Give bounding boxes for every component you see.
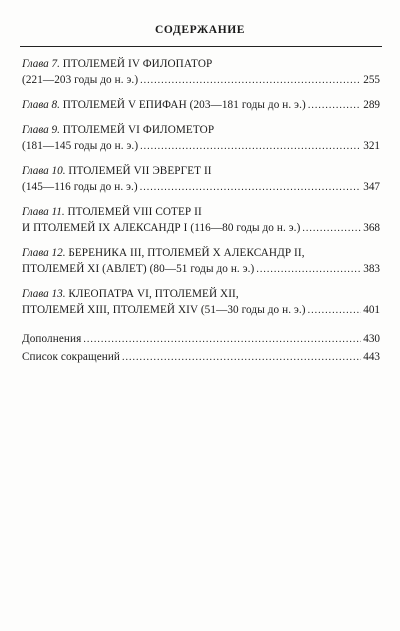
toc-line	[22, 204, 380, 220]
toc-line	[22, 220, 380, 237]
page-title: СОДЕРЖАНИЕ	[154, 24, 246, 36]
chapter-label: Глава 7.	[22, 58, 60, 70]
page-number: 368	[363, 222, 380, 234]
toc-entry-chapter-13[interactable]	[22, 286, 380, 319]
toc-entry-chapter-7[interactable]	[22, 56, 380, 89]
chapter-label: Глава 13.	[22, 288, 66, 300]
toc-line	[22, 97, 380, 114]
toc-line	[22, 261, 380, 278]
appendix-title: Дополнения	[22, 333, 82, 345]
chapter-title: БЕРЕНИКА III, ПТОЛЕМЕЙ X АЛЕКСАНДР II,	[68, 247, 305, 259]
chapter-label: Глава 9.	[22, 124, 60, 136]
page-number: 289	[363, 99, 380, 111]
page-number: 401	[363, 304, 380, 316]
toc-line	[22, 179, 380, 196]
toc-entry-chapter-12[interactable]	[22, 245, 380, 278]
dot-leader	[140, 138, 361, 155]
chapter-label: Глава 8.	[22, 99, 60, 111]
toc-line	[22, 245, 380, 261]
dot-leader	[140, 179, 361, 196]
toc-line	[22, 302, 380, 319]
toc-entry-chapter-8[interactable]	[22, 97, 380, 114]
chapter-title-cont: (181—145 годы до н. э.)	[22, 140, 139, 152]
chapter-label: Глава 11.	[22, 206, 65, 218]
header-rule	[20, 46, 382, 47]
toc-line	[22, 72, 380, 89]
toc-line	[22, 163, 380, 179]
toc-entry-appendix[interactable]	[22, 331, 380, 348]
dot-leader	[256, 261, 361, 278]
chapter-title: ПТОЛЕМЕЙ V ЕПИФАН (203—181 годы до н. э.)	[62, 99, 306, 111]
page-number: 443	[363, 351, 380, 363]
chapter-title: КЛЕОПАТРА VI, ПТОЛЕМЕЙ XII,	[68, 288, 239, 300]
dot-leader	[308, 97, 361, 114]
page-number: 321	[363, 140, 380, 152]
dot-leader	[308, 302, 362, 319]
dot-leader	[122, 349, 361, 366]
toc-line	[22, 56, 380, 72]
chapter-label: Глава 10.	[22, 165, 66, 177]
chapter-title: ПТОЛЕМЕЙ IV ФИЛОПАТОР	[62, 58, 213, 70]
toc-entry-chapter-10[interactable]	[22, 163, 380, 196]
dot-leader	[302, 220, 361, 237]
chapter-title-cont: ПТОЛЕМЕЙ XIII, ПТОЛЕМЕЙ XIV (51—30 годы до н. э.)	[22, 304, 306, 316]
toc-entry-abbreviations[interactable]	[22, 349, 380, 366]
chapter-title-cont: (221—203 годы до н. э.)	[22, 74, 139, 86]
chapter-title: ПТОЛЕМЕЙ VI ФИЛОМЕТОР	[62, 124, 215, 136]
toc-line	[22, 349, 380, 366]
table-of-contents	[22, 56, 380, 367]
chapter-title-cont: ПТОЛЕМЕЙ XI (АВЛЕТ) (80—51 годы до н. э.)	[22, 263, 255, 275]
appendix-title: Список сокращений	[22, 351, 121, 363]
toc-entry-chapter-11[interactable]	[22, 204, 380, 237]
toc-line	[22, 122, 380, 138]
chapter-title: ПТОЛЕМЕЙ VII ЭВЕРГЕТ II	[68, 165, 212, 177]
page-number: 430	[363, 333, 380, 345]
toc-line	[22, 331, 380, 348]
toc-line	[22, 138, 380, 155]
page-number: 347	[363, 181, 380, 193]
page-number: 255	[363, 74, 380, 86]
chapter-title-cont: (145—116 годы до н. э.)	[22, 181, 138, 193]
page-number: 383	[363, 263, 380, 275]
dot-leader	[83, 331, 361, 348]
toc-line	[22, 286, 380, 302]
chapter-label: Глава 12.	[22, 247, 66, 259]
dot-leader	[140, 72, 361, 89]
chapter-title: ПТОЛЕМЕЙ VIII СОТЕР II	[67, 206, 202, 218]
toc-entry-chapter-9[interactable]	[22, 122, 380, 155]
chapter-title-cont: И ПТОЛЕМЕЙ IX АЛЕКСАНДР I (116—80 годы до н. э.)	[22, 222, 301, 234]
